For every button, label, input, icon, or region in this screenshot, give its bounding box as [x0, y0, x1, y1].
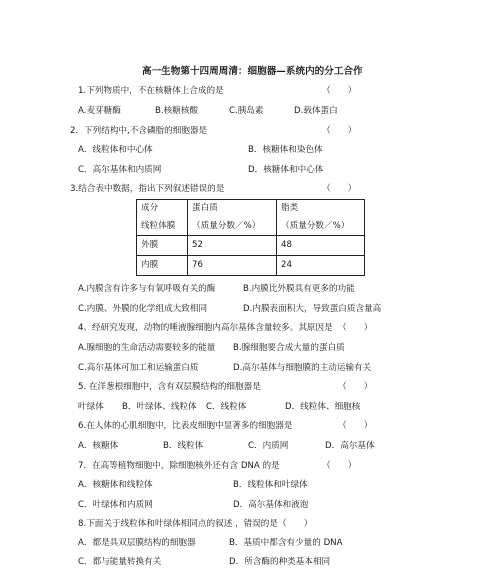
question-7-option-b: B．线粒体和叶绿体: [233, 480, 308, 490]
question-2-answer-paren: （ ）: [322, 126, 357, 136]
table-header-row: [137, 200, 365, 236]
question-6-answer-paren: （ ）: [338, 421, 373, 431]
table-header-lipid-unit: （质量分数／%）: [281, 221, 350, 231]
page-title: 高一生物第十四周周清：细胞器—系统内的分工合作: [142, 66, 363, 77]
question-1-stem: 1.下列物质中，不在核糖体上合成的是: [78, 86, 224, 96]
question-8-option-d: D．所含酶的种类基本相同: [229, 557, 331, 567]
question-7-option-c: C．叶绿体和内质网: [78, 500, 153, 510]
question-6-stem: 6.在人体的心肌细胞中，比表皮细胞中显著多的细胞器是: [78, 421, 293, 431]
table-cell: [188, 200, 277, 236]
question-8-stem: 8.下面关于线粒体和叶绿体相同点的叙述 ，错误的是（ ）: [78, 519, 313, 529]
question-2-option-d: D．核糖体和中心体: [248, 165, 324, 175]
question-3-option-d: D.内膜表面积大，导致蛋白质含量高: [243, 304, 382, 314]
question-5-option-b: B．叶绿体、线粒体: [122, 402, 197, 412]
question-7-answer-paren: （ ）: [322, 461, 357, 471]
table-header-mitochondrial-membrane: 线粒体膜: [141, 221, 176, 231]
question-4-option-a: A.腺细胞的生命活动需要较多的能量: [78, 343, 216, 353]
table-header-protein-unit: （质量分数／%）: [192, 221, 261, 231]
question-7-option-a: A．核糖体和线粒体: [78, 480, 153, 490]
table-cell: 24: [277, 256, 365, 276]
table-cell: 52: [188, 236, 277, 256]
question-4-option-c: C.高尔基体可加工和运输蛋白质: [78, 363, 199, 373]
table-header-lipid: 脂类: [281, 203, 299, 213]
question-6-option-c: C．内质网: [248, 441, 289, 451]
question-8-option-c: C．都与能量转换有关: [78, 557, 162, 567]
question-4-option-d: D.高尔基体与细胞膜的主动运输有关: [233, 363, 372, 373]
question-3-answer-paren: （ ）: [322, 184, 357, 194]
table-cell: [137, 200, 188, 236]
question-7-stem: 7．在高等植物细胞中，除细胞核外还有含 DNA 的是: [78, 461, 280, 471]
table-row: [137, 236, 365, 256]
question-4-stem: 4、经研究发现，动物的唾液腺细胞内高尔基体含量较多。其原因是: [78, 323, 333, 333]
question-5-option-d: D．线粒体、细胞核: [285, 402, 361, 412]
question-3-option-b: B.内膜比外膜具有更多的功能: [243, 284, 355, 294]
table-cell: [277, 200, 365, 236]
question-6-option-b: B．线粒体: [163, 441, 204, 451]
membrane-composition-table: [136, 199, 365, 276]
question-3-stem: 3.结合表中数据，指出下列叙述错误的是: [70, 184, 225, 194]
question-3-option-a: A.内膜含有许多与有氧呼吸有关的酶: [78, 284, 216, 294]
table-header-protein: 蛋白质: [192, 203, 218, 213]
question-8-option-a: A．都是具双层膜结构的细胞器: [78, 538, 196, 548]
question-4-option-b: B.腺细胞要合成大量的蛋白质: [233, 343, 345, 353]
question-2-option-c: C．高尔基体和内质网: [78, 165, 162, 175]
question-7-option-d: D．高尔基体和液泡: [233, 500, 309, 510]
table-cell: 76: [188, 256, 277, 276]
question-2-stem: 2．下列结构中,不含磷脂的细胞器是: [70, 126, 208, 136]
question-5-option-c: C．线粒体: [206, 402, 247, 412]
question-1-option-d: D.载体蛋白: [294, 106, 338, 116]
table-cell: 48: [277, 236, 365, 256]
question-2-option-b: B．核糖体和染色体: [248, 145, 323, 155]
question-5-option-a: 叶绿体: [78, 402, 104, 412]
question-3-option-c: C.内膜、外膜的化学组成大致相同: [78, 304, 208, 314]
question-4-answer-paren: （ ）: [338, 323, 373, 333]
table-cell: 外膜: [137, 236, 188, 256]
question-1-answer-paren: （ ）: [322, 86, 357, 96]
question-1-option-a: A.麦芽糖酶: [78, 106, 121, 116]
question-5-answer-paren: （ ）: [338, 382, 373, 392]
question-5-stem: 5. 在洋葱根细胞中，含有双层膜结构的细胞器是: [78, 382, 261, 392]
question-6-option-d: D．高尔基体: [325, 441, 375, 451]
question-1-option-c: C.胰岛素: [229, 106, 264, 116]
question-2-option-a: A．线粒体和中心体: [78, 145, 153, 155]
table-row: [137, 256, 365, 276]
question-6-option-a: A．核糖体: [78, 441, 119, 451]
table-cell: 内膜: [137, 256, 188, 276]
question-8-option-b: B．基质中都含有少量的 DNA: [229, 538, 343, 548]
table-header-component: 成分: [141, 203, 159, 213]
question-1-option-b: B.核糖核酸: [155, 106, 199, 116]
